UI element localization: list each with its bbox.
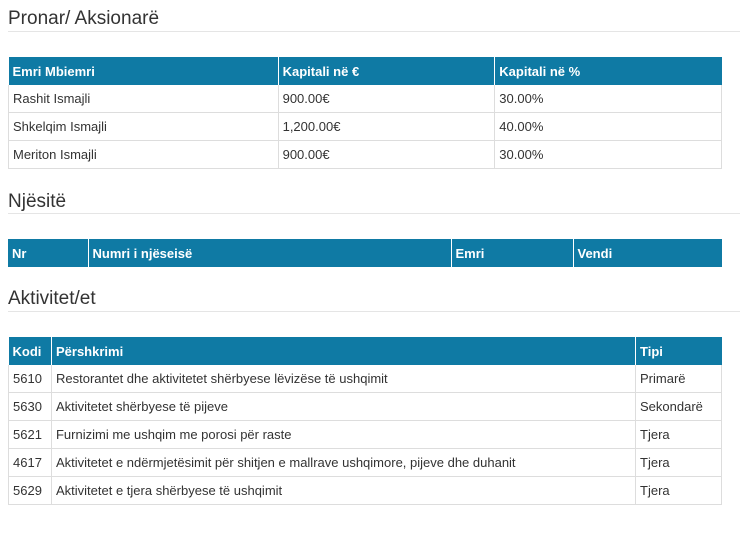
table-row <box>9 85 722 113</box>
table-row <box>9 393 722 421</box>
owners-table <box>8 57 722 169</box>
activities-col-description[interactable]: Përshkrimi <box>51 337 635 365</box>
units-col-unit-number[interactable]: Numri i njëseisë <box>88 239 451 267</box>
units-divider <box>8 213 740 214</box>
owner-capital-eur: 1,200.00€ <box>278 113 495 141</box>
activity-description: Aktivitetet e tjera shërbyese të ushqimit <box>51 477 635 505</box>
activity-type: Tjera <box>636 477 722 505</box>
activity-type: Tjera <box>636 421 722 449</box>
owners-divider <box>8 31 740 32</box>
table-row <box>9 477 722 505</box>
owner-name: Rashit Ismajli <box>9 85 279 113</box>
activity-description: Aktivitetet e ndërmjetësimit për shitjen e mallrave ushqimore, pijeve dhe duhanit <box>51 449 635 477</box>
owners-col-capital-eur[interactable]: Kapitali në € <box>278 57 495 85</box>
activities-divider <box>8 311 740 312</box>
owners-header-row <box>9 57 722 85</box>
table-row <box>9 449 722 477</box>
table-row <box>9 365 722 393</box>
activity-description: Furnizimi me ushqim me porosi për raste <box>51 421 635 449</box>
units-header-row <box>8 239 722 267</box>
owners-col-capital-pct[interactable]: Kapitali në % <box>495 57 722 85</box>
owner-capital-eur: 900.00€ <box>278 85 495 113</box>
owner-capital-eur: 900.00€ <box>278 141 495 169</box>
owner-name: Shkelqim Ismajli <box>9 113 279 141</box>
activity-type: Sekondarë <box>636 393 722 421</box>
owner-capital-pct: 30.00% <box>495 141 722 169</box>
owners-col-name[interactable]: Emri Mbiemri <box>9 57 279 85</box>
activity-type: Primarë <box>636 365 722 393</box>
activity-code: 5610 <box>9 365 52 393</box>
owner-name: Meriton Ismajli <box>9 141 279 169</box>
activity-description: Restorantet dhe aktivitetet shërbyese lëvizëse të ushqimit <box>51 365 635 393</box>
activity-code: 5630 <box>9 393 52 421</box>
activities-header-row <box>9 337 722 365</box>
owners-title: Pronar/ Aksionarë <box>8 8 160 29</box>
units-col-name[interactable]: Emri <box>451 239 573 267</box>
table-row <box>9 113 722 141</box>
units-table <box>8 239 722 267</box>
activity-code: 5629 <box>9 477 52 505</box>
units-title: Njësitë <box>8 191 67 212</box>
units-col-location[interactable]: Vendi <box>573 239 722 267</box>
activities-col-type[interactable]: Tipi <box>636 337 722 365</box>
activity-description: Aktivitetet shërbyese të pijeve <box>51 393 635 421</box>
activity-type: Tjera <box>636 449 722 477</box>
activity-code: 5621 <box>9 421 52 449</box>
activities-table <box>8 337 722 505</box>
owner-capital-pct: 40.00% <box>495 113 722 141</box>
units-col-nr[interactable]: Nr <box>8 239 88 267</box>
activities-col-code[interactable]: Kodi <box>9 337 52 365</box>
activities-title: Aktivitet/et <box>8 288 96 309</box>
table-row <box>9 421 722 449</box>
activity-code: 4617 <box>9 449 52 477</box>
table-row <box>9 141 722 169</box>
owner-capital-pct: 30.00% <box>495 85 722 113</box>
